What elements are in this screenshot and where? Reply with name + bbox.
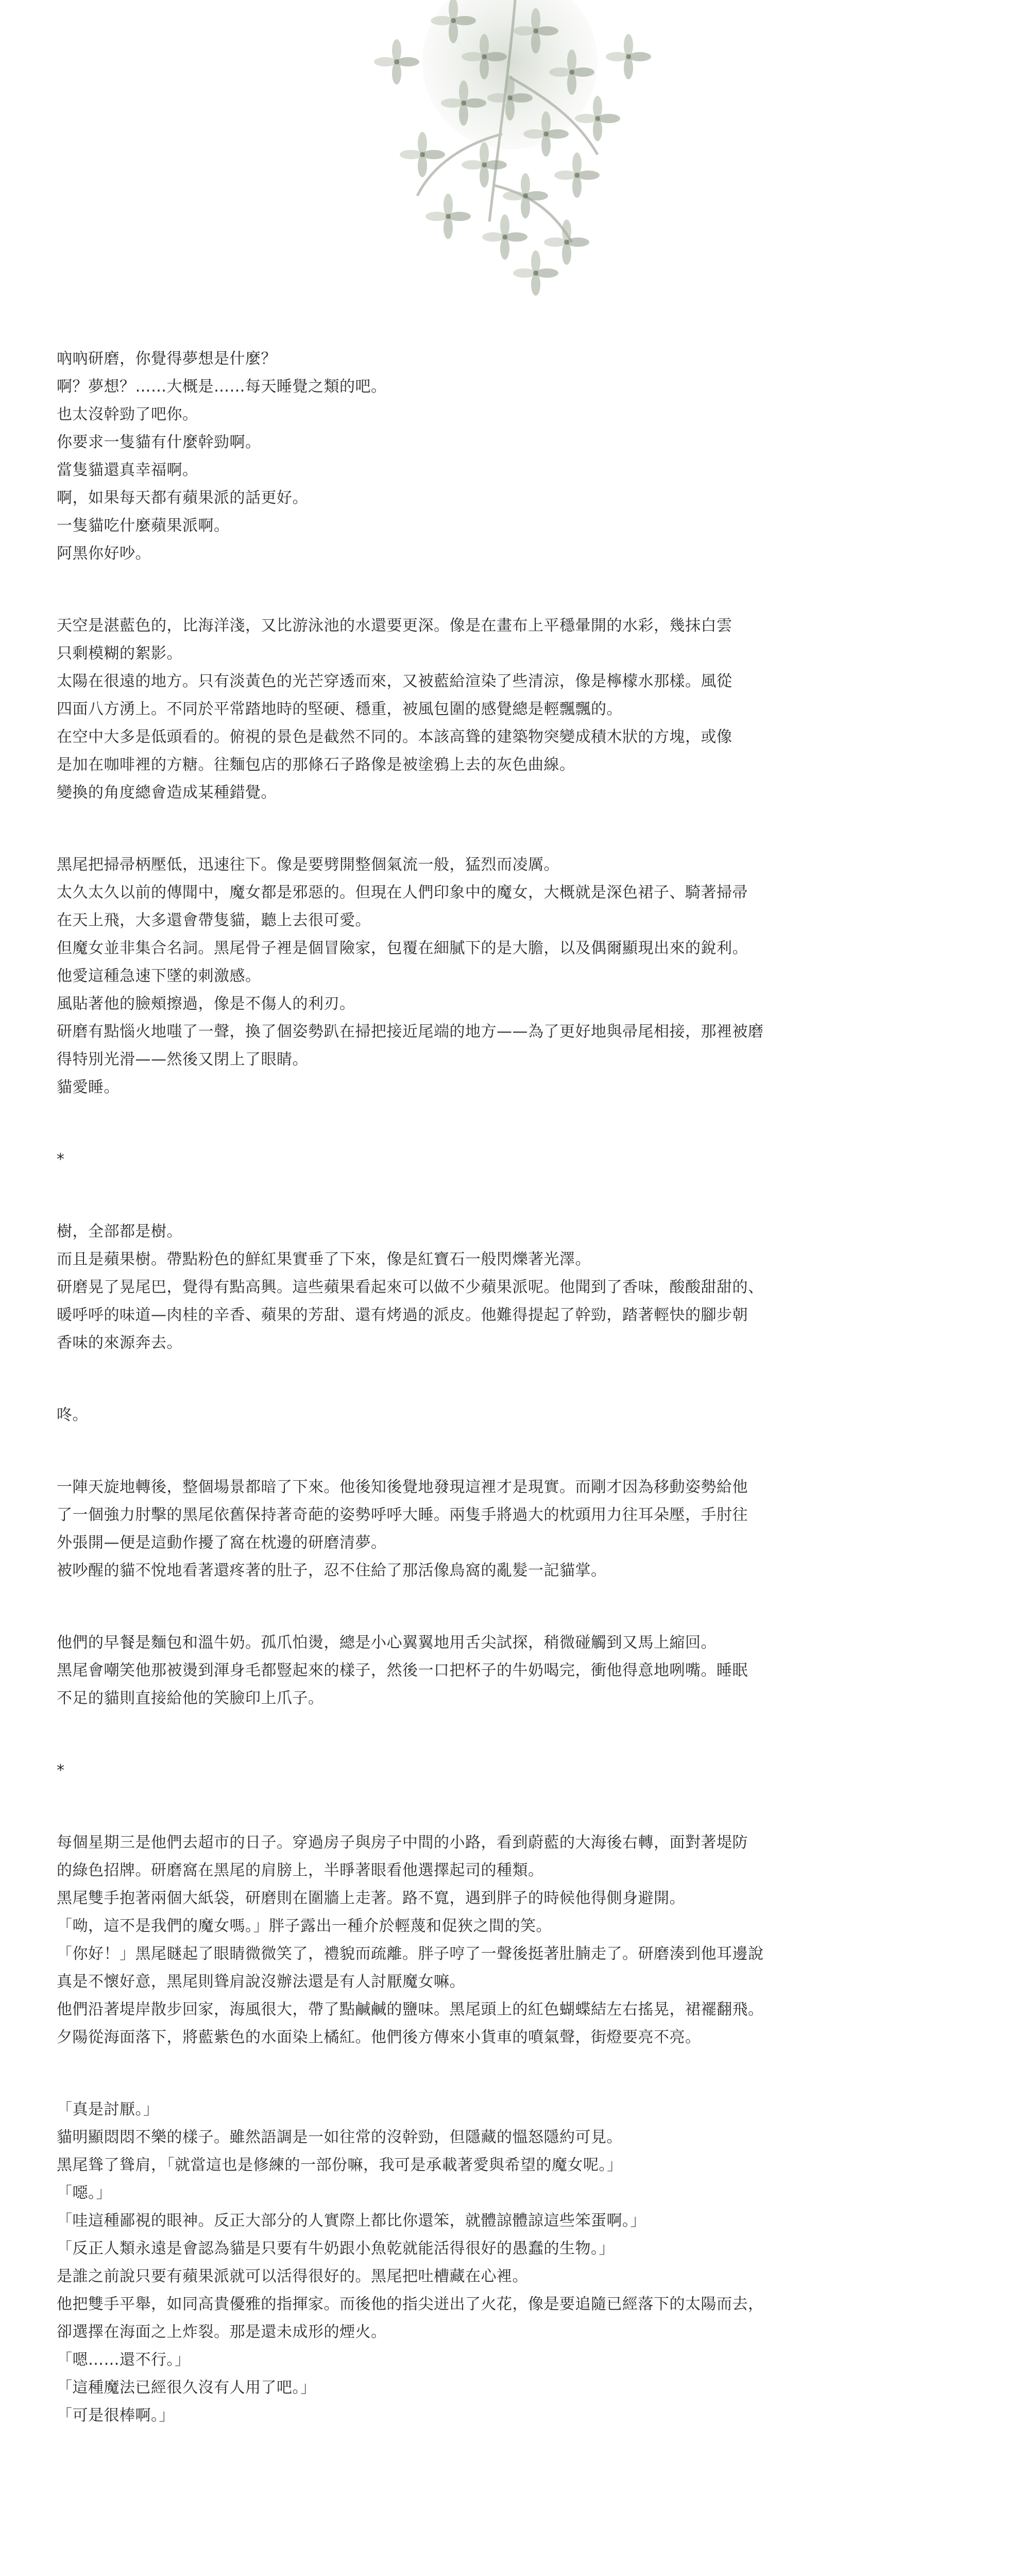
text-line: 貓明顯悶悶不樂的樣子。雖然語調是一如往常的沒幹勁，但隱藏的慍怒隱約可見。 bbox=[57, 2128, 622, 2146]
text-line: 他愛這種急速下墜的刺激感。 bbox=[57, 967, 261, 985]
text-line: 咚。 bbox=[57, 1406, 88, 1424]
text-line: 了一個強力肘擊的黑尾依舊保持著奇葩的姿勢呼呼大睡。兩隻手將過大的枕頭用力往耳朵壓，手肘往 bbox=[57, 1506, 748, 1524]
text-line: 黑尾聳了聳肩，「就當這也是修練的一部份嘛，我可是承載著愛與希望的魔女呢。」 bbox=[57, 2156, 623, 2174]
text-line: 卻選擇在海面之上炸裂。那是還未成形的煙火。 bbox=[57, 2323, 387, 2341]
text-line: 變換的角度總會造成某種錯覺。 bbox=[57, 784, 277, 802]
text-line: 黑尾會嘲笑他那被燙到渾身毛都豎起來的樣子，然後一口把杯子的牛奶喝完，衝他得意地咧嘴。睡眠 bbox=[57, 1662, 748, 1680]
text-line: 「嗯……還不行。」 bbox=[57, 2351, 191, 2369]
flower-cluster bbox=[374, 0, 651, 296]
text-line: 「呦，這不是我們的魔女嗎。」胖子露出一種介於輕蔑和促狹之間的笑。 bbox=[57, 1917, 552, 1935]
text-line: 風貼著他的臉頰擦過，像是不傷人的利刃。 bbox=[57, 995, 355, 1013]
paragraph-gap bbox=[57, 1110, 963, 1138]
text-line: 夕陽從海面落下，將藍紫色的水面染上橘紅。他們後方傳來小貨車的噴氣聲，街燈要亮不亮。 bbox=[57, 2028, 701, 2046]
text-line: 在空中大多是低頭看的。俯視的景色是截然不同的。本該高聳的建築物突變成積木狀的方塊，或像 bbox=[57, 728, 733, 746]
text-line: 也太沒幹勁了吧你。 bbox=[57, 405, 198, 423]
text-line: 被吵醒的貓不悅地看著還疼著的肚子，忍不住給了那活像鳥窩的亂髮一記貓掌。 bbox=[57, 1562, 607, 1580]
text-line: 研磨有點惱火地嗤了一聲，換了個姿勢趴在掃把接近尾端的地方——為了更好地與帚尾相接，那裡被磨 bbox=[57, 1023, 764, 1041]
text-line: 當隻貓還真幸福啊。 bbox=[57, 461, 198, 479]
text-line: 但魔女並非集合名詞。黑尾骨子裡是個冒險家，包覆在細膩下的是大膽，以及偶爾顯現出來的銳利。 bbox=[57, 939, 748, 957]
text-line: 他們的早餐是麵包和溫牛奶。孤爪怕燙，總是小心翼翼地用舌尖試探，稍微碰觸到又馬上縮回。 bbox=[57, 1634, 717, 1652]
text-line: 「哇這種鄙視的眼神。反正大部分的人實際上都比你還笨，就體諒體諒這些笨蛋啊。」 bbox=[57, 2212, 646, 2230]
text-line: 是加在咖啡裡的方糖。往麵包店的那條石子路像是被塗鴉上去的灰色曲線。 bbox=[57, 756, 575, 774]
text-line: 黑尾把掃帚柄壓低，迅速往下。像是要劈開整個氣流一般，猛烈而凌厲。 bbox=[57, 856, 559, 874]
paragraph-gap bbox=[57, 1593, 963, 1621]
text-line: 而且是蘋果樹。帶點粉色的鮮紅果實垂了下來，像是紅寶石一般閃爍著光澤。 bbox=[57, 1250, 591, 1268]
paragraph-gap bbox=[57, 1721, 963, 1749]
text-line: 啊，如果每天都有蘋果派的話更好。 bbox=[57, 489, 308, 507]
text-line: 香味的來源奔去。 bbox=[57, 1334, 182, 1352]
text-line: 「可是很棒啊。」 bbox=[57, 2406, 175, 2425]
text-line: 太久太久以前的傳聞中，魔女都是邪惡的。但現在人們印象中的魔女，大概就是深色裙子、騎著掃帚 bbox=[57, 884, 748, 902]
text-line: 他們沿著堤岸散步回家，海風很大，帶了點鹹鹹的鹽味。黑尾頭上的紅色蝴蝶結左右搖晃，裙襬翻飛。 bbox=[57, 2001, 764, 2019]
section-separator: * bbox=[57, 1761, 65, 1780]
paragraph-gap bbox=[57, 2060, 963, 2088]
paragraph-gap bbox=[57, 815, 963, 843]
text-line: 每個星期三是他們去超市的日子。穿過房子與房子中間的小路，看到蔚藍的大海後右轉，面對著堤防 bbox=[57, 1834, 748, 1852]
text-line: 的綠色招牌。研磨窩在黑尾的肩膀上，半睜著眼看他選擇起司的種類。 bbox=[57, 1861, 544, 1879]
paragraph-gap bbox=[57, 1437, 963, 1465]
text-line: 天空是湛藍色的，比海洋淺，又比游泳池的水還要更深。像是在畫布上平穩暈開的水彩，幾抹白雲 bbox=[57, 617, 733, 635]
text-line: 是誰之前說只要有蘋果派就可以活得很好的。黑尾把吐槽藏在心裡。 bbox=[57, 2267, 528, 2285]
text-line: 「反正人類永遠是會認為貓是只要有牛奶跟小魚乾就能活得很好的愚蠢的生物。」 bbox=[57, 2240, 615, 2258]
text-line: 一隻貓吃什麼蘋果派啊。 bbox=[57, 517, 230, 535]
paragraph-gap bbox=[57, 576, 963, 604]
text-line: 樹，全部都是樹。 bbox=[57, 1223, 182, 1241]
section-separator: * bbox=[57, 1150, 65, 1168]
text-line: 不足的貓則直接給他的笑臉印上爪子。 bbox=[57, 1689, 324, 1707]
text-line: 貓愛睡。 bbox=[57, 1078, 120, 1096]
text-line: 「噁。」 bbox=[57, 2184, 112, 2202]
text-line: 真是不懷好意，黑尾則聳肩說沒辦法還是有人討厭魔女嘛。 bbox=[57, 1973, 465, 1991]
story-text bbox=[57, 345, 963, 2430]
text-line: 你要求一隻貓有什麼幹勁啊。 bbox=[57, 433, 261, 451]
text-line: 四面八方湧上。不同於平常踏地時的堅硬、穩重，被風包圍的感覺總是輕飄飄的。 bbox=[57, 700, 622, 718]
text-line: 在天上飛，大多還會帶隻貓，聽上去很可愛。 bbox=[57, 911, 371, 929]
flower-sprig-illustration bbox=[268, 0, 762, 304]
paragraph-gap bbox=[57, 1182, 963, 1210]
paragraph-gap bbox=[57, 1793, 963, 1821]
text-line: 只剩模糊的絮影。 bbox=[57, 645, 182, 663]
text-line: 黑尾雙手抱著兩個大紙袋，研磨則在圍牆上走著。路不寬，遇到胖子的時候他得側身避開。 bbox=[57, 1889, 685, 1907]
text-line: 研磨晃了晃尾巴，覺得有點高興。這些蘋果看起來可以做不少蘋果派呢。他聞到了香味，酸酸甜甜的、 bbox=[57, 1278, 764, 1296]
text-line: 得特別光滑——然後又閉上了眼睛。 bbox=[57, 1050, 308, 1069]
text-line: 太陽在很遠的地方。只有淡黃色的光芒穿透而來，又被藍給渲染了些清涼，像是檸檬水那樣。風從 bbox=[57, 672, 733, 690]
text-line: 暖呼呼的味道—肉桂的辛香、蘋果的芳甜、還有烤過的派皮。他難得提起了幹勁，踏著輕快的腳步朝 bbox=[57, 1306, 748, 1324]
text-line: 「這種魔法已經很久沒有人用了吧。」 bbox=[57, 2379, 316, 2397]
text-line: 外張開—便是這動作擾了窩在枕邊的研磨清夢。 bbox=[57, 1534, 387, 1552]
text-line: 「你好！」黑尾瞇起了眼睛微微笑了，禮貌而疏離。胖子哼了一聲後挺著肚腩走了。研磨湊到他耳邊說 bbox=[57, 1945, 764, 1963]
text-line: 啊？夢想？……大概是……每天睡覺之類的吧。 bbox=[57, 378, 387, 396]
text-line: 阿黑你好吵。 bbox=[57, 545, 151, 563]
text-line: 一陣天旋地轉後，整個場景都暗了下來。他後知後覺地發現這裡才是現實。而剛才因為移動姿勢給他 bbox=[57, 1478, 748, 1496]
text-line: 「真是討厭。」 bbox=[57, 2100, 159, 2119]
paragraph-gap bbox=[57, 1365, 963, 1393]
text-line: 他把雙手平舉，如同高貴優雅的指揮家。而後他的指尖迸出了火花，像是要追隨已經落下的太陽而去， bbox=[57, 2295, 764, 2313]
text-line: 吶吶研磨，你覺得夢想是什麼？ bbox=[57, 350, 277, 368]
